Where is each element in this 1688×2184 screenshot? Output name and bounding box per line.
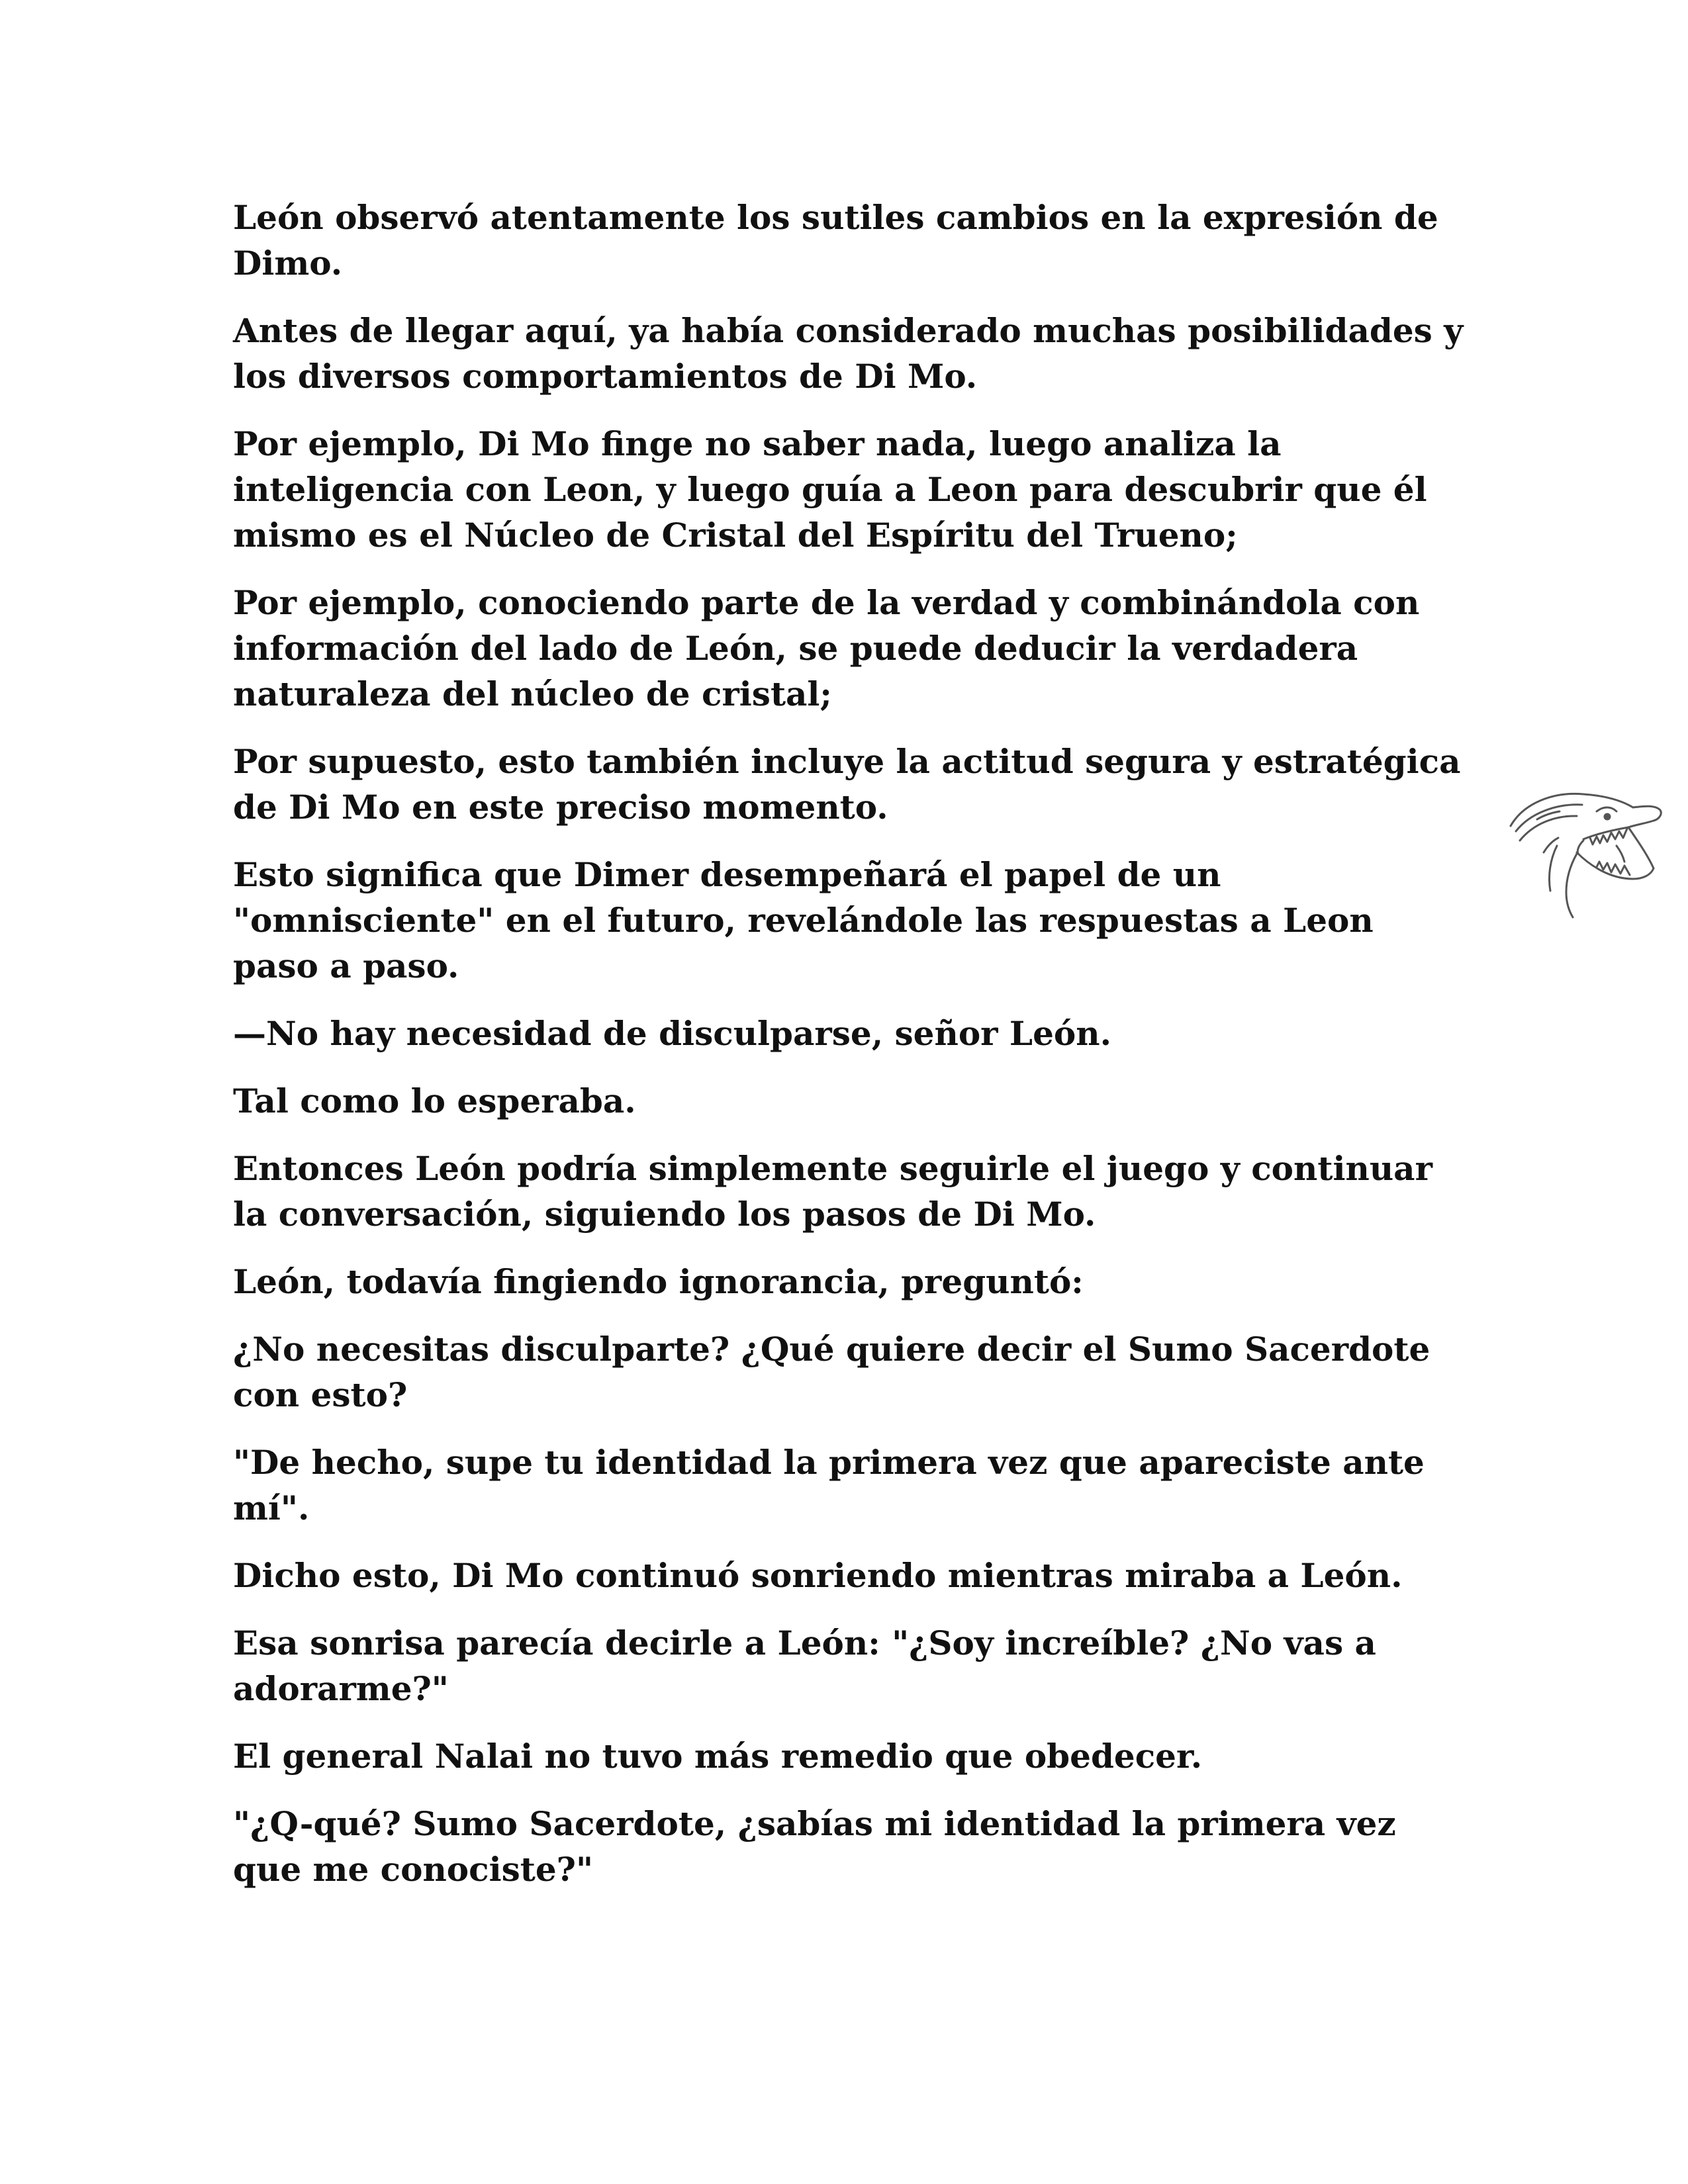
paragraph: Tal como lo esperaba. (233, 1081, 636, 1120)
paragraph: Dicho esto, Di Mo continuó sonriendo mientras miraba a León. (233, 1556, 1403, 1595)
paragraph: Esa sonrisa parecía decirle a León: "¿Soy increíble? ¿No vas a adorarme?" (233, 1623, 1376, 1708)
paragraph: Por ejemplo, conociendo parte de la verdad y combinándola con información del lado de León, se puede deducir la verdadera naturaleza del núcleo de cristal; (233, 583, 1420, 713)
paragraph: El general Nalai no tuvo más remedio que obedecer. (233, 1737, 1203, 1776)
paragraph: Esto significa que Dimer desempeñará el papel de un "omnisciente" en el futuro, revelándole las respuestas a Leon paso a paso. (233, 855, 1374, 985)
paragraph: ¿No necesitas disculparte? ¿Qué quiere decir el Sumo Sacerdote con esto? (233, 1330, 1430, 1414)
body-text (233, 195, 1464, 1914)
paragraph: Por supuesto, esto también incluye la actitud segura y estratégica de Di Mo en este preciso momento. (233, 742, 1461, 827)
paragraph: "¿Q-qué? Sumo Sacerdote, ¿sabías mi identidad la primera vez que me conociste?" (233, 1804, 1396, 1889)
paragraph: Entonces León podría simplemente seguirle el juego y continuar la conversación, siguiendo los pasos de Di Mo. (233, 1149, 1432, 1234)
paragraph: Por ejemplo, Di Mo finge no saber nada, luego analiza la inteligencia con Leon, y luego guía a Leon para descubrir que él mismo es el Núcleo de Cristal del Espíritu del Trueno; (233, 424, 1427, 555)
paragraph: Antes de llegar aquí, ya había considerado muchas posibilidades y los diversos comportamientos de Di Mo. (233, 311, 1464, 396)
paragraph: León observó atentamente los sutiles cambios en la expresión de Dimo. (233, 198, 1438, 283)
dinosaur-head-sketch-icon (1497, 780, 1667, 928)
paragraph: "De hecho, supe tu identidad la primera vez que apareciste ante mí". (233, 1443, 1425, 1527)
paragraph: —No hay necesidad de disculparse, señor León. (233, 1014, 1112, 1053)
paragraph: León, todavía fingiendo ignorancia, preguntó: (233, 1262, 1084, 1301)
